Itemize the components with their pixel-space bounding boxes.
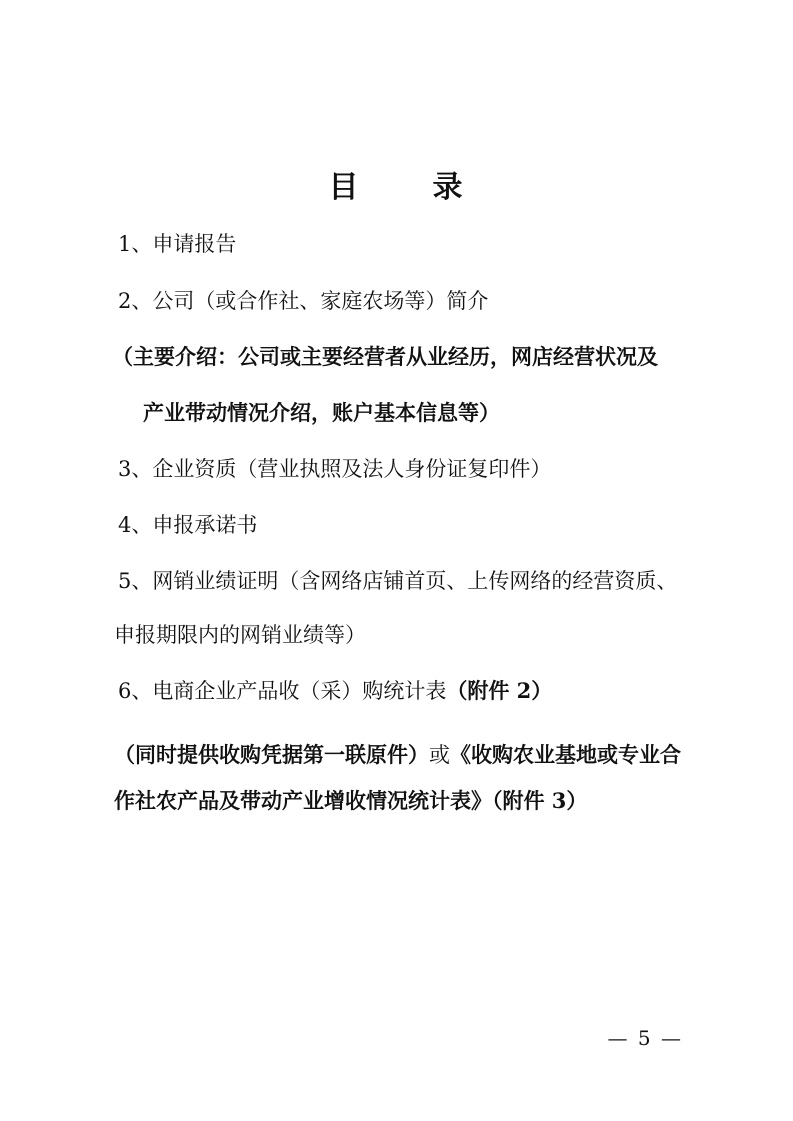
title-char-2: 录 [432,170,465,205]
toc-item-6-text: 6、电商企业产品收（采）购统计表 [118,679,447,703]
toc-item-2-note-line-2: 产业带动情况介绍，账户基本信息等） [143,400,500,425]
toc-item-5-line-1: 5、网销业绩证明（含网络店铺首页、上传网络的经营资质、 [118,569,678,593]
toc-item-2-note-line-1: （主要介绍：公司或主要经营者从业经历，网店经营状况及 [112,344,658,369]
toc-item-4: 4、申报承诺书 [118,513,258,537]
toc-item-6-note-a: （同时提供收购凭据第一联原件） [114,742,429,767]
toc-item-6-note-line-1 [114,741,681,769]
toc-item-2: 2、公司（或合作社、家庭农场等）简介 [118,289,489,313]
toc-item-5-line-2: 申报期限内的网销业绩等） [114,623,366,647]
toc-item-3: 3、企业资质（营业执照及法人身份证复印件） [118,457,552,481]
title-char-1: 目 [328,170,361,205]
toc-item-6-note-or: 或 [429,743,450,767]
toc-item-6-note-line-2: 作社农产品及带动产业增收情况统计表》（附件 3） [114,788,588,813]
toc-item-1: 1、申请报告 [118,232,237,256]
toc-item-6-note-c: 《收购农业基地或专业合 [450,742,681,767]
page-number: — 5 — [607,1026,683,1050]
toc-item-6 [118,677,552,705]
page-title [0,162,793,206]
toc-item-6-attachment: （附件 2） [446,678,553,703]
